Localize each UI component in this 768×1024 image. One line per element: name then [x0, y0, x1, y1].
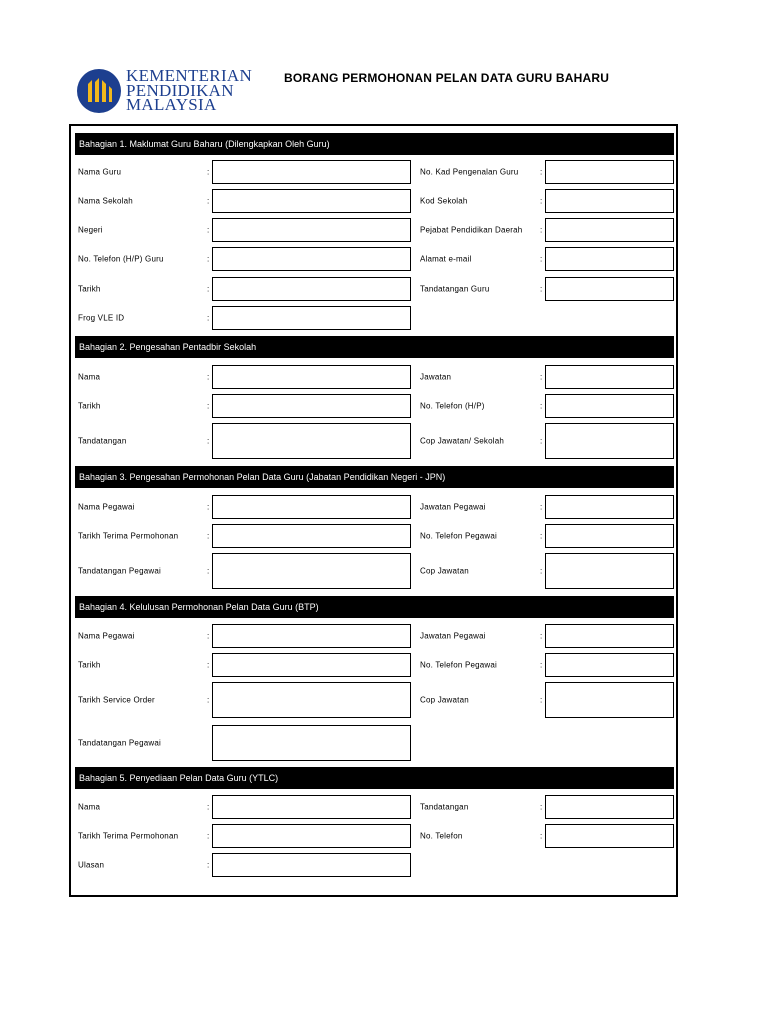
tandatangan-pegawai-btp-input[interactable]: [212, 725, 411, 761]
nama-sekolah-input[interactable]: [212, 189, 411, 213]
cop-jawatan-sekolah-input[interactable]: [545, 423, 674, 459]
field-label: Nama Guru: [78, 167, 122, 177]
frog-vle-id-input[interactable]: [212, 306, 411, 330]
field-label: Tarikh Terima Permohonan: [78, 531, 179, 541]
logo-line: PENDIDIKAN: [126, 80, 234, 100]
field-label: No. Telefon Pegawai: [420, 660, 498, 670]
field-label: Tandatangan Pegawai: [78, 738, 161, 748]
nama-ytlc-input[interactable]: [212, 795, 411, 819]
field-label: Pejabat Pendidikan Daerah: [420, 225, 523, 235]
field-label: No. Telefon (H/P): [420, 401, 485, 411]
field-label: Negeri: [78, 225, 103, 235]
tandatangan-ytlc-input[interactable]: [545, 795, 674, 819]
field-label: Tarikh Service Order: [78, 695, 155, 705]
jawatan-input[interactable]: [545, 365, 674, 389]
tandatangan-pegawai-jpn-input[interactable]: [212, 553, 411, 589]
ulasan-input[interactable]: [212, 853, 411, 877]
field-label: Tandatangan Guru: [420, 284, 490, 294]
jawatan-pegawai-btp-input[interactable]: [545, 624, 674, 648]
field-label: No. Telefon (H/P) Guru: [78, 254, 164, 264]
no-kad-pengenalan-input[interactable]: [545, 160, 674, 184]
tandatangan-pentadbir-input[interactable]: [212, 423, 411, 459]
field-label: Alamat e-mail: [420, 254, 472, 264]
field-label: Nama Sekolah: [78, 196, 133, 206]
section-4-header: Bahagian 4. Kelulusan Permohonan Pelan Data Guru (BTP): [75, 596, 674, 618]
section-1-header: Bahagian 1. Maklumat Guru Baharu (Dilengkapkan Oleh Guru): [75, 133, 674, 155]
field-label: Jawatan Pegawai: [420, 502, 486, 512]
ministry-emblem-icon: [76, 68, 122, 114]
pejabat-pendidikan-daerah-input[interactable]: [545, 218, 674, 242]
section-5-header: Bahagian 5. Penyediaan Pelan Data Guru (YTLC): [75, 767, 674, 789]
nama-pegawai-btp-input[interactable]: [212, 624, 411, 648]
form-title: BORANG PERMOHONAN PELAN DATA GURU BAHARU: [284, 71, 610, 85]
tandatangan-guru-input[interactable]: [545, 277, 674, 301]
field-label: Tarikh: [78, 284, 101, 294]
field-label: Frog VLE ID: [78, 313, 125, 323]
ministry-logo: [76, 66, 253, 116]
field-label: Nama Pegawai: [78, 631, 135, 641]
tarikh-terima-permohonan-jpn-input[interactable]: [212, 524, 411, 548]
field-label: Nama: [78, 802, 101, 812]
field-label: Tandatangan: [420, 802, 469, 812]
section-3-header: Bahagian 3. Pengesahan Permohonan Pelan Data Guru (Jabatan Pendidikan Negeri - JPN): [75, 466, 674, 488]
tarikh-input[interactable]: [212, 277, 411, 301]
field-label: Cop Jawatan/ Sekolah: [420, 436, 505, 446]
logo-line: KEMENTERIAN: [126, 66, 253, 85]
cop-jawatan-jpn-input[interactable]: [545, 553, 674, 589]
no-telefon-pentadbir-input[interactable]: [545, 394, 674, 418]
alamat-email-input[interactable]: [545, 247, 674, 271]
field-label: Tarikh: [78, 660, 101, 670]
no-telefon-pegawai-jpn-input[interactable]: [545, 524, 674, 548]
tarikh-service-order-input[interactable]: [212, 682, 411, 718]
tarikh-btp-input[interactable]: [212, 653, 411, 677]
field-label: Cop Jawatan: [420, 566, 469, 576]
negeri-input[interactable]: [212, 218, 411, 242]
tarikh-pentadbir-input[interactable]: [212, 394, 411, 418]
field-label: Nama: [78, 372, 101, 382]
kod-sekolah-input[interactable]: [545, 189, 674, 213]
section-2-header: Bahagian 2. Pengesahan Pentadbir Sekolah: [75, 336, 674, 358]
field-label: No. Telefon: [420, 831, 463, 841]
field-label: Jawatan: [420, 372, 452, 382]
field-label: Tandatangan Pegawai: [78, 566, 161, 576]
field-label: Nama Pegawai: [78, 502, 135, 512]
field-label: Jawatan Pegawai: [420, 631, 486, 641]
field-label: No. Telefon Pegawai: [420, 531, 498, 541]
field-label: Ulasan: [78, 860, 105, 870]
tarikh-terima-permohonan-ytlc-input[interactable]: [212, 824, 411, 848]
field-label: Tarikh: [78, 401, 101, 411]
ministry-name: [126, 66, 253, 114]
jawatan-pegawai-jpn-input[interactable]: [545, 495, 674, 519]
field-label: No. Kad Pengenalan Guru: [420, 167, 519, 177]
logo-line: MALAYSIA: [126, 95, 217, 114]
field-label: Tarikh Terima Permohonan: [78, 831, 179, 841]
field-label: Tandatangan: [78, 436, 127, 446]
no-telefon-guru-input[interactable]: [212, 247, 411, 271]
field-label: Kod Sekolah: [420, 196, 468, 206]
no-telefon-pegawai-btp-input[interactable]: [545, 653, 674, 677]
nama-guru-input[interactable]: [212, 160, 411, 184]
cop-jawatan-btp-input[interactable]: [545, 682, 674, 718]
field-label: Cop Jawatan: [420, 695, 469, 705]
no-telefon-ytlc-input[interactable]: [545, 824, 674, 848]
nama-pegawai-jpn-input[interactable]: [212, 495, 411, 519]
nama-pentadbir-input[interactable]: [212, 365, 411, 389]
